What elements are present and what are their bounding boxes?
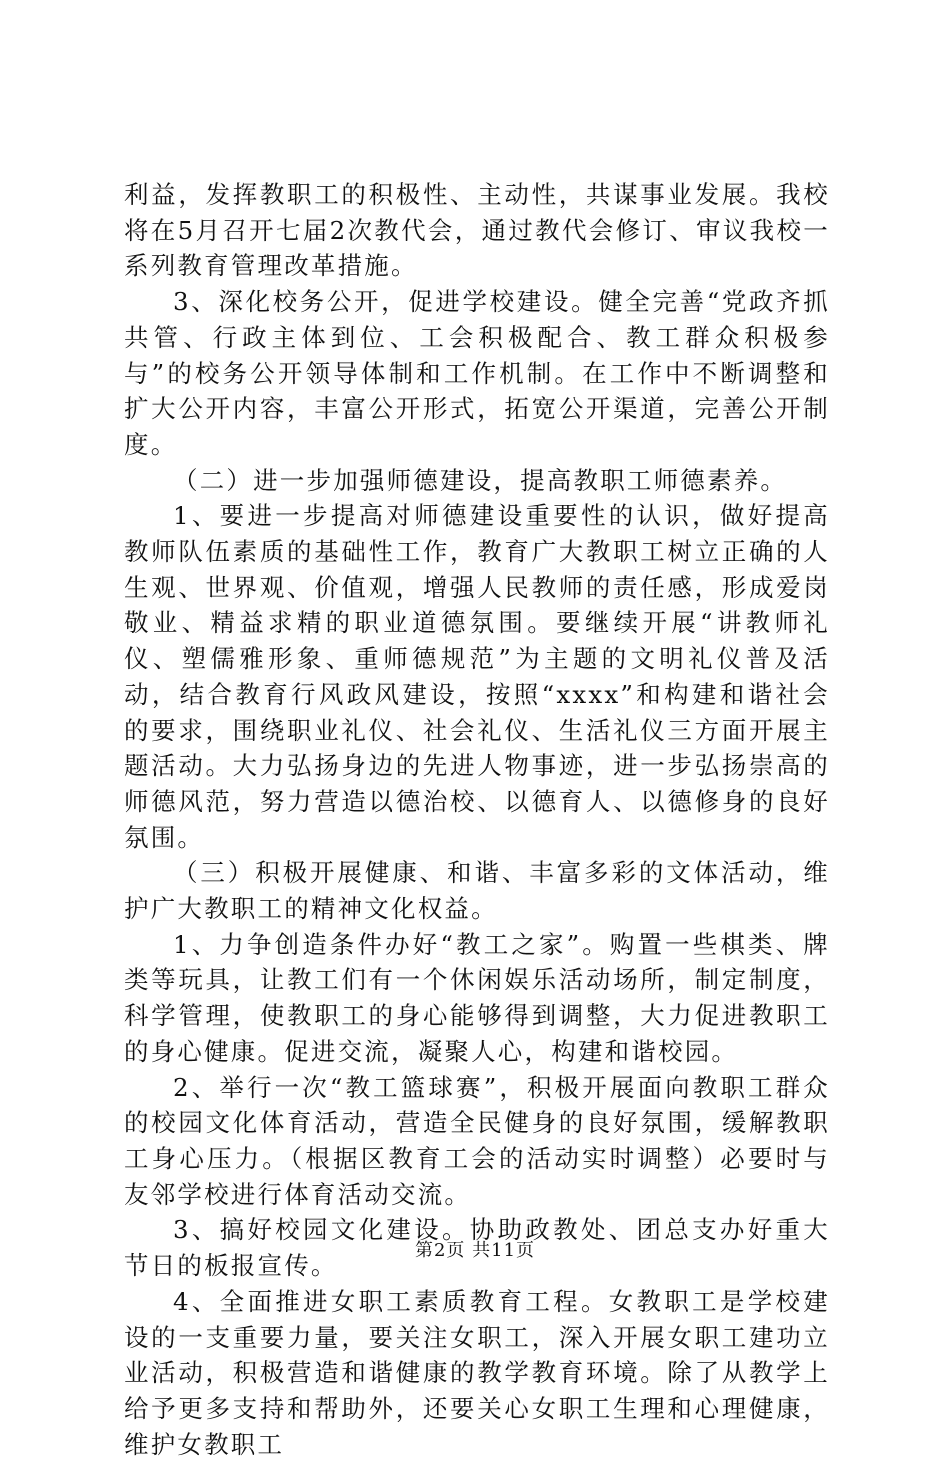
section-heading-3: （三）积极开展健康、和谐、丰富多彩的文体活动，维护广大教职工的精神文化权益。 bbox=[124, 858, 830, 924]
page-footer: 第2页 共11页 bbox=[414, 1240, 536, 1261]
paragraph-item-1-ethics: 1、要进一步提高对师德建设重要性的认识，做好提高教师队伍素质的基础性工作，教育广大教职工树立正确的人生观、世界观、价值观，增强人民教师的责任感，形成爱岗敬业、精益求精的职业道德氛围。要继续开展“讲教师礼仪、塑儒雅形象、重师德规范”为主题的文明礼仪普及活动，结合教育行风政风建设，按照“xxxx”和构建和谐社会的要求，围绕职业礼仪、社会礼仪、生活礼仪三方面开展主题活动。大力弘扬身边的先进人物事迹，进一步弘扬崇高的师德风范，努力营造以德治校、以德育人、以德修身的良好氛围。 bbox=[124, 501, 830, 852]
paragraph-item-3-campus-culture: 3、搞好校园文化建设。协助政教处、团总支办好重大节日的板报宣传。 bbox=[124, 1215, 830, 1281]
paragraph-item-3-school-affairs: 3、深化校务公开，促进学校建设。健全完善“党政齐抓共管、行政主体到位、工会积极配合、教工群众积极参与”的校务公开领导体制和工作机制。在工作中不断调整和扩大公开内容，丰富公开形式，拓宽公开渠道，完善公开制度。 bbox=[124, 287, 830, 459]
paragraph-item-1-staff-home: 1、力争创造条件办好“教工之家”。购置一些棋类、牌类等玩具，让教工们有一个休闲娱乐活动场所，制定制度，科学管理，使教职工的身心能够得到调整，大力促进教职工的身心健康。促进交流，凝聚人心，构建和谐校园。 bbox=[124, 929, 830, 1066]
section-heading-2: （二）进一步加强师德建设，提高教职工师德素养。 bbox=[173, 465, 788, 495]
paragraph-item-4-female-staff: 4、全面推进女职工素质教育工程。女教职工是学校建设的一支重要力量，要关注女职工，深入开展女职工建功立业活动，积极营造和谐健康的教学教育环境。除了从教学上给予更多支持和帮助外，还要关心女职工生理和心理健康，维护女教职工 bbox=[124, 1286, 830, 1459]
paragraph-continuation: 利益，发挥教职工的积极性、主动性，共谋事业发展。我校将在5月召开七届2次教代会，通过教代会修订、审议我校一系列教育管理改革措施。 bbox=[124, 180, 830, 281]
document-body bbox=[124, 177, 830, 1462]
paragraph-item-2-basketball: 2、举行一次“教工篮球赛”，积极开展面向教职工群众的校园文化体育活动，营造全民健身的良好氛围，缓解教职工身心压力。（根据区教育工会的活动实时调整）必要时与友邻学校进行体育活动交流。 bbox=[124, 1072, 830, 1209]
